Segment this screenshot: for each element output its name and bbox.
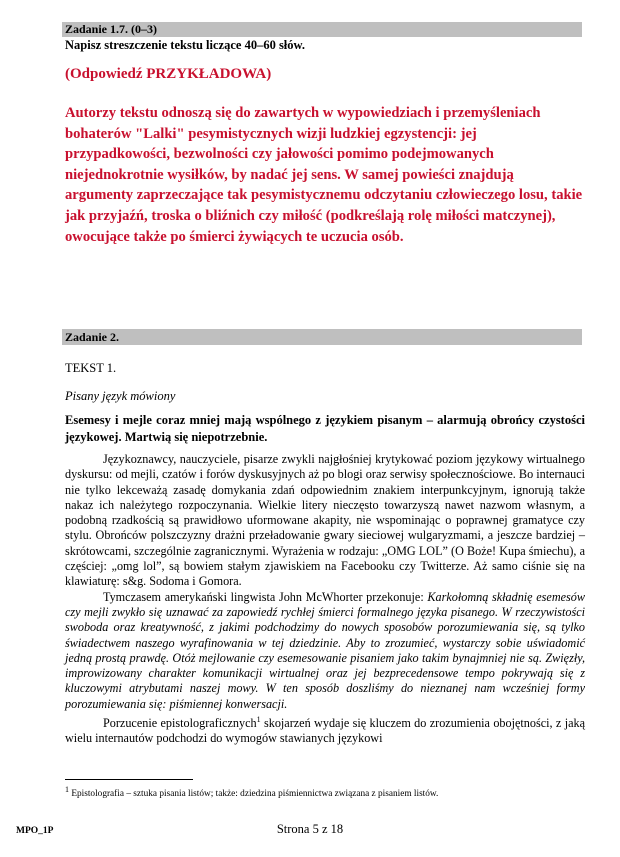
task-instruction: Napisz streszczenie tekstu liczące 40–60 słów. — [65, 38, 305, 52]
footnote-divider — [65, 779, 193, 780]
answer-label: (Odpowiedź PRZYKŁADOWA) — [65, 66, 272, 82]
paragraph-2-quote: Karkołomną składnię esemesów czy mejli zwykło się uznawać za zapowiedź rychłej śmierci formalnego języka pisanego. W rzeczywistości swoboda oraz kreatywność, z jakimi podchodzimy do nowych sposobów porozumiewania się, są tylko świadectwem naszego wyrafinowania w tej dziedzinie. Aby to zrozumieć, wystarczy sobie uświadomić jedną prostą prawdę. Otóż mejlowanie czy esemesowanie pisaniem jako takim bynajmniej nie są. Zwięzły, improwizowany charakter komunikacji wirtualnej oraz jej bezprecedensowe tempo pokrywają się z kluczowymi atrybutami naszej mowy. W ten sposób doszliśmy do nieznanej nam wcześniej formy porozumiewania się: piśmiennej konwersacji. — [65, 589, 585, 711]
article-body — [65, 452, 585, 747]
footnote-ref: 1 — [256, 715, 261, 725]
page-number: Strona 5 z 18 — [276, 822, 344, 836]
paragraph-2-intro: Tymczasem amerykański lingwista John McWhorter przekonuje: — [103, 589, 428, 604]
paragraph-3-rest: skojarzeń wydaje się kluczem do zrozumienia obojętności, z jaką wielu internautów podchodzi do wymogów stawianych językowi — [65, 716, 586, 746]
paragraph-3-start: Porzucenie epistolograficznych — [103, 716, 257, 731]
article-subtitle: Pisany język mówiony — [65, 389, 176, 403]
article-lead: Esemesy i mejle coraz mniej mają wspólnego z językiem pisanym – alarmują obrońcy czystości językowej. Martwią się niepotrzebnie. — [65, 413, 585, 444]
footnote — [65, 785, 438, 799]
paragraph-1: Językoznawcy, nauczyciele, pisarze zwykli najgłośniej krytykować poziom językowy wirtualnego dyskursu: od mejli, czatów i forów dyskusyjnych aż po blogi oraz serwisy społecznościowe. Bo internauci nie tylko lekceważą zasadę domykania zdań odpowiednim znakiem interpunkcyjnym, ignorują także nakaz ich należytego rozpoczynania. Wielkie litery nieczęsto towarzyszą nawet nazwom własnym, a podobną rzadkością są prawidłowo uformowane akapity, nie wspominając o poprawnej gramatyce czy stylu. Obrońców polszczyzny drażni przeładowanie gwary sieciowej wulgaryzmami, a jeszcze bardziej – skrótowcami, szczególnie zagranicznymi. Wyrażenia w rodzaju: „OMG LOL” (O Boże! Kupa śmiechu), a częściej: „omg lol”, są bowiem stałym zjawiskiem na Facebooku czy Twitterze. Aż samo ciśnie się na klawiaturę: s&g. Sodoma i Gomora. — [65, 452, 585, 589]
footnote-text: Epistolografia – sztuka pisania listów; także: dziedzina piśmiennictwa związana z pisaniem listów. — [69, 789, 439, 800]
task-header-2: Zadanie 2. — [62, 329, 582, 345]
paragraph-3 — [65, 712, 585, 747]
paragraph-2 — [65, 590, 585, 712]
exam-code: MPO_1P — [16, 826, 54, 836]
footnote-number: 1 — [65, 785, 69, 794]
sample-answer: Autorzy tekstu odnoszą się do zawartych w wypowiedziach i przemyśleniach bohaterów "Lalki" pesymistycznych wizji ludzkiej egzystencji: jej przypadkowości, bezwolności czy jałowości pomimo podejmowanych niejednokrotnie wysiłków, by nadać jej sens. W samej powieści znajdują argumenty zaprzeczające tak pesymistycznemu odczytaniu człowieczego losu, takie jak przyjaźń, troska o bliźnich czy miłość (podkreślają rolę miłości matczynej), owocujące także po śmierci żywiących te uczucia osób. — [65, 105, 583, 245]
text-label: TEKST 1. — [65, 361, 117, 375]
task-header-1-7: Zadanie 1.7. (0–3) — [62, 22, 582, 37]
